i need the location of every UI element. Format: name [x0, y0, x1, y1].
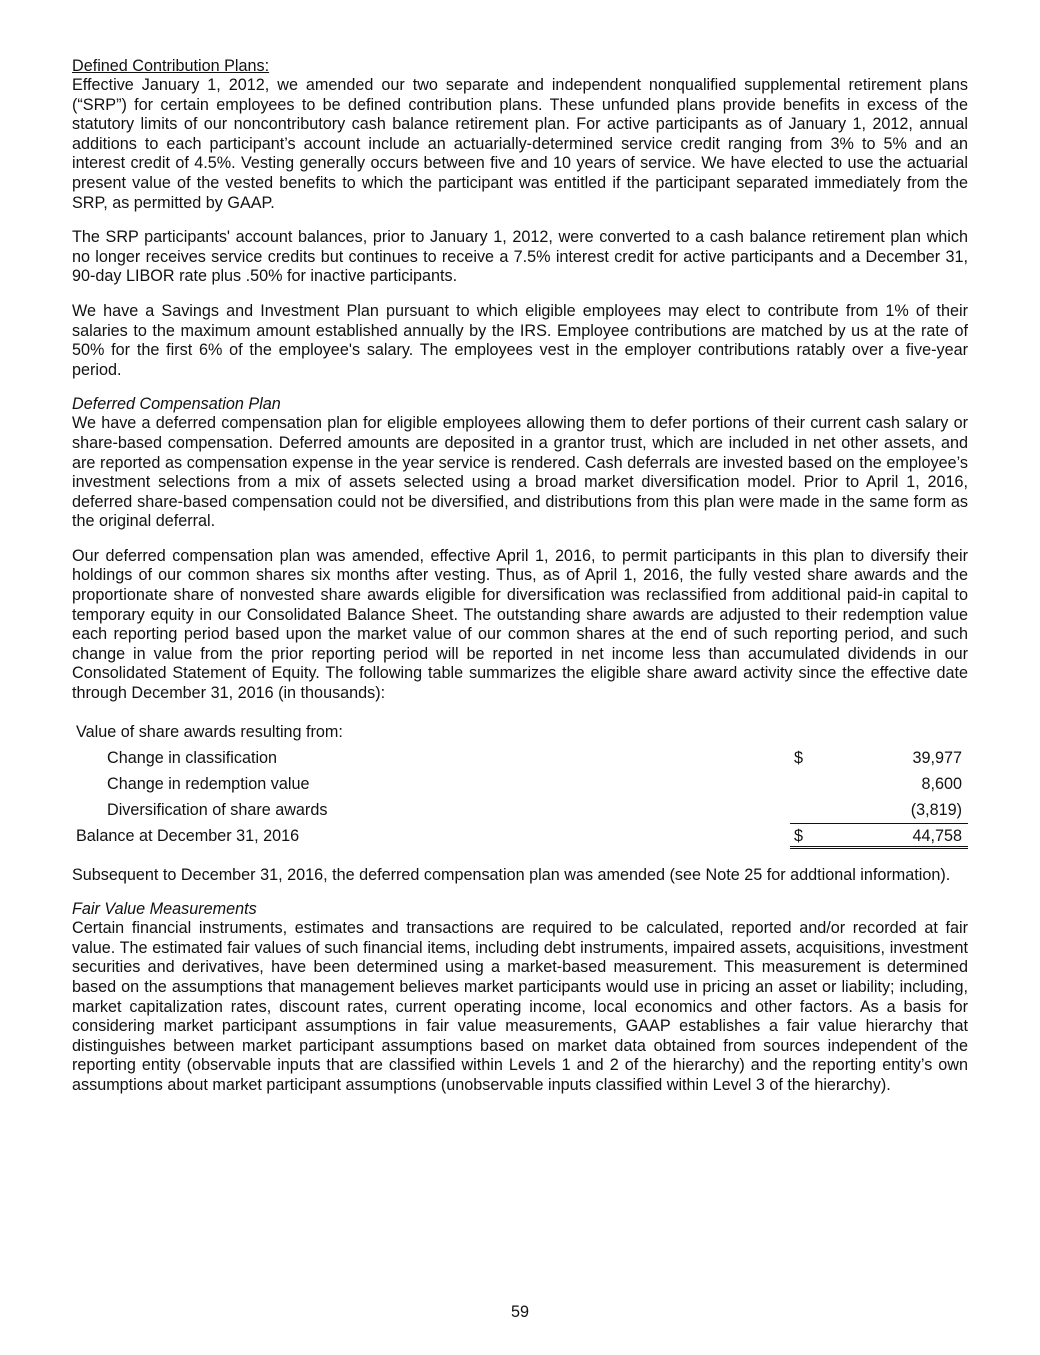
heading-deferred-compensation-plan: Deferred Compensation Plan	[72, 395, 281, 414]
share-award-activity-table	[72, 719, 968, 849]
table-row	[72, 771, 968, 797]
total-value: 44,758	[912, 826, 962, 845]
document-page	[72, 57, 968, 1111]
row-label: Change in redemption value	[107, 774, 310, 793]
total-dollar-sign: $	[794, 826, 804, 845]
row-label: Diversification of share awards	[107, 800, 328, 819]
total-label: Balance at December 31, 2016	[76, 826, 300, 845]
row-label: Change in classification	[107, 748, 278, 767]
row-value: 39,977	[912, 748, 962, 767]
paragraph-subsequent-amendment: Subsequent to December 31, 2016, the deferred compensation plan was amended (see Note 25 for addtional information).	[72, 865, 951, 884]
paragraph-plan-amendment: Our deferred compensation plan was amended, effective April 1, 2016, to permit participants in this plan to diversify their holdings of our common shares six months after vesting. Thus, as of April 1, 2016, the fully vested share awards and the proportionate share of nonvested share awards eligible for diversification was reclassified from additional paid-in capital to temporary equity in our Consolidated Balance Sheet. The outstanding share awards are adjusted to their redemption value each reporting period based upon the market value of our common shares at the end of such reporting period, and such change in value from the prior reporting period will be reported in net income less than accumulated dividends in our Consolidated Statement of Equity. The following table summarizes the eligible share award activity since the effective date through December 31, 2016 (in thousands):	[72, 546, 968, 703]
paragraph-deferred-compensation: We have a deferred compensation plan for eligible employees allowing them to defer portions of their current cash salary or share-based compensation. Deferred amounts are deposited in a grantor trust, which are included in net other assets, and are reported as compensation expense in the year service is rendered. Cash deferrals are invested based on the employee’s investment selections from a mix of assets selected using a broad market diversification model. Prior to April 1, 2016, deferred share-based compensation could not be diversified, and distributions from this plan were made in the same form as the original deferral.	[72, 414, 968, 531]
table-header-label: Value of share awards resulting from:	[76, 722, 343, 741]
table-header-row	[72, 719, 968, 745]
heading-defined-contribution-plans: Defined Contribution Plans:	[72, 57, 270, 75]
row-value: (3,819)	[910, 800, 962, 819]
paragraph-savings-plan: We have a Savings and Investment Plan pursuant to which eligible employees may elect to contribute from 1% of their salaries to the maximum amount established annually by the IRS. Employee contributions are matched by us at the rate of 50% for the first 6% of the employee's salary. The employees vest in the employer contributions ratably over a five-year period.	[72, 301, 968, 379]
paragraph-srp: Effective January 1, 2012, we amended our two separate and independent nonqualified supplemental retirement plans (“SRP”) for certain employees to be defined contribution plans. These unfunded plans provide benefits in excess of the statutory limits of our noncontributory cash balance retirement plan. For active participants as of January 1, 2012, annual additions to each participant’s account include an actuarially-determined service credit ranging from 3% to 5% and an interest credit of 4.5%. Vesting generally occurs between five and 10 years of service. We have elected to use the actuarial present value of the vested benefits to which the participant was entitled if the participant separated immediately from the SRP, as permitted by GAAP.	[72, 76, 968, 212]
row-dollar-sign: $	[794, 748, 804, 767]
row-value: 8,600	[921, 774, 962, 793]
page-number: 59	[510, 1303, 529, 1321]
paragraph-fair-value: Certain financial instruments, estimates and transactions are required to be calculated, reported and/or recorded at fair value. The estimated fair values of such financial items, including debt instruments, impaired assets, acquisitions, investment securities and derivatives, have been determined using a market-based measurement. This measurement is determined based on the assumptions that management believes market participants would use in pricing an asset or liability; including, market capitalization rates, discount rates, current operating income, local economics and other factors. As a basis for considering market participant assumptions in fair value measurements, GAAP establishes a fair value hierarchy that distinguishes between market participant assumptions based on market data obtained from sources independent of the reporting entity (observable inputs that are classified within Levels 1 and 2 of the hierarchy) and the reporting entity’s own assumptions about market participant assumptions (unobservable inputs classified within Level 3 of the hierarchy).	[72, 919, 968, 1094]
table-row	[72, 797, 968, 823]
paragraph-srp-balances: The SRP participants' account balances, prior to January 1, 2012, were converted to a cash balance retirement plan which no longer receives service credits but continues to receive a 7.5% interest credit for active participants and a December 31, 90-day LIBOR rate plus .50% for inactive participants.	[72, 228, 968, 286]
table-total-row	[72, 823, 968, 849]
table-row	[72, 745, 968, 771]
total-double-rule	[790, 846, 968, 849]
heading-fair-value-measurements: Fair Value Measurements	[72, 900, 257, 919]
